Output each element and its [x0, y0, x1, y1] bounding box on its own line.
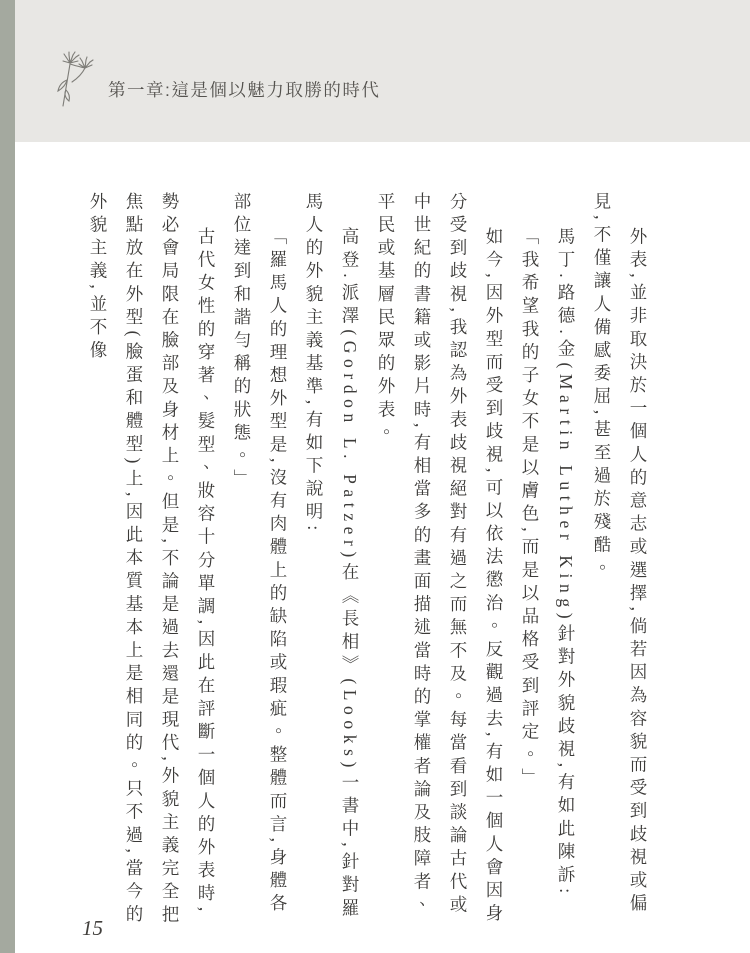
paragraph: 如今,因外型而受到歧視,可以依法懲治。反觀過去,有如一個人會因身分受到歧視,我認為外表歧視絕對有過之而無不及。每當看到談論古代或中世紀的書籍或影片時,有相當多的畫面描述當時的掌權者論及肢障者、平民或基層民眾的外表。 — [376, 192, 504, 927]
page-edge-strip — [0, 0, 15, 953]
paragraph: 高登.派澤(Gordon L. Patzer)在《長相》(Looks)一書中,針對羅馬人的外貌主義基準,有如下說明: — [304, 192, 360, 922]
flower-icon — [52, 50, 98, 108]
paragraph: 馬丁.路德.金(Martin Luther King)針對外貌歧視,有如此陳訴: — [556, 227, 576, 899]
chapter-title: 第一章:這是個以魅力取勝的時代 — [108, 80, 381, 100]
paragraph: 「我希望我的子女不是以膚色,而是以品格受到評定。」 — [520, 227, 540, 792]
paragraph: 古代女性的穿著、髮型、妝容十分單調,因此在評斷一個人的外表時,勢必會局限在臉部及身材上。但是,不論是過去還是現代,外貌主義完全把焦點放在外型(臉蛋和體型)上,因此本質基本上是相同的。只不過,當今的外貌主義,並不像 — [88, 192, 216, 929]
paragraph: 外表,並非取決於一個人的意志或選擇,倘若因為容貌而受到歧視或偏見,不僅讓人備感委屈,甚至過於殘酷。 — [592, 192, 648, 917]
page-number: 15 — [82, 916, 103, 940]
body-text-block — [80, 192, 656, 937]
paragraph: 「羅馬人的理想外型是,沒有肉體上的缺陷或瑕疵。整體而言,身體各部位達到和諧勻稱的狀態。」 — [232, 192, 288, 917]
chapter-header — [52, 50, 380, 108]
